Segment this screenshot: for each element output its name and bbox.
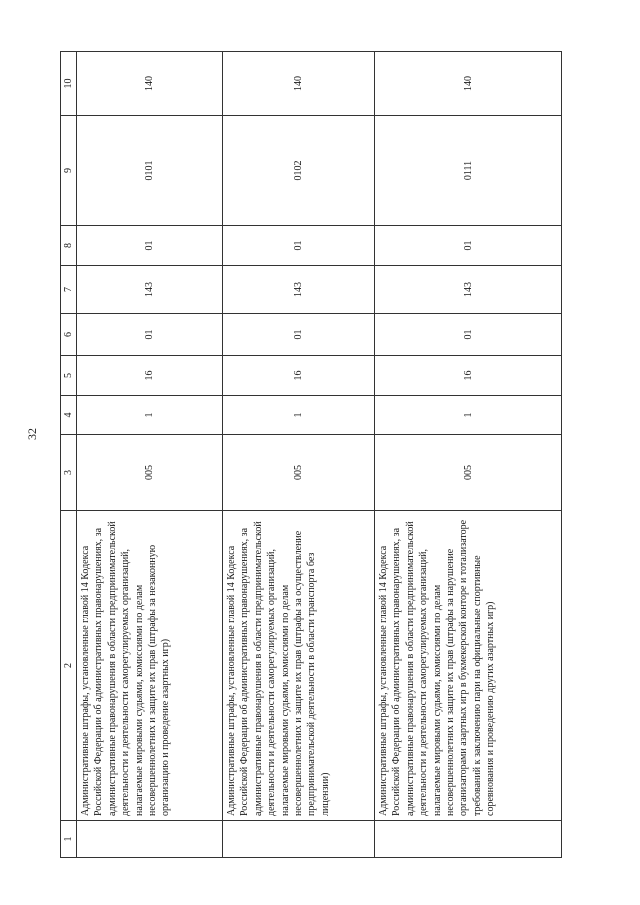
cell-article: 01 (77, 314, 223, 356)
column-header: 7 (61, 266, 77, 314)
cell-admin-code: 005 (77, 435, 223, 511)
cell-program-code: 0101 (77, 116, 223, 226)
column-header: 5 (61, 356, 77, 396)
column-header: 1 (61, 821, 77, 858)
column-header: 6 (61, 314, 77, 356)
cell-admin-code: 005 (223, 435, 375, 511)
cell-article: 01 (223, 314, 375, 356)
column-header: 2 (61, 511, 77, 821)
column-header: 10 (61, 52, 77, 116)
cell-program-code: 0111 (375, 116, 562, 226)
table-row (375, 52, 562, 858)
cell-group: 1 (375, 396, 562, 435)
header-row (61, 52, 77, 858)
cell-subgroup: 16 (223, 356, 375, 396)
cell-economic-code: 140 (77, 52, 223, 116)
cell-subgroup: 16 (375, 356, 562, 396)
cell-subarticle: 143 (223, 266, 375, 314)
cell-article: 01 (375, 314, 562, 356)
cell-admin-code: 005 (375, 435, 562, 511)
cell-group: 1 (77, 396, 223, 435)
cell-element: 01 (223, 226, 375, 266)
cell-description: Административные штрафы, установленные главой 14 Кодекса Российской Федерации об административных правонарушениях, за административные правонарушения в области предпринимательской деятельности и деятельности саморегулируемых организаций, налагаемые мировыми судьями, комиссиями по делам несовершеннолетних и защите их прав (штрафы за осуществление предпринимательской деятельности в области транспорта без лицензии) (223, 511, 375, 821)
cell-group: 1 (223, 396, 375, 435)
cell-subarticle: 143 (77, 266, 223, 314)
cell-element: 01 (375, 226, 562, 266)
revenue-code-table (60, 51, 562, 858)
column-header: 9 (61, 116, 77, 226)
column-header: 4 (61, 396, 77, 435)
cell-col1 (77, 821, 223, 858)
cell-element: 01 (77, 226, 223, 266)
cell-description: Административные штрафы, установленные главой 14 Кодекса Российской Федерации об административных правонарушениях, за административные правонарушения в области предпринимательской деятельности и деятельности саморегулируемых организаций, налагаемые мировыми судьями, комиссиями по делам несовершеннолетних и защите их прав (штрафы за нарушение организаторами азартных игр в букмекерской конторе и тотализаторе требований к заключению пари на официальные спортивные соревнования и проведению других азартных игр) (375, 511, 562, 821)
cell-subgroup: 16 (77, 356, 223, 396)
column-header: 8 (61, 226, 77, 266)
cell-program-code: 0102 (223, 116, 375, 226)
page-number: 32 (25, 428, 39, 440)
cell-subarticle: 143 (375, 266, 562, 314)
column-header: 3 (61, 435, 77, 511)
cell-col1 (223, 821, 375, 858)
cell-economic-code: 140 (223, 52, 375, 116)
cell-col1 (375, 821, 562, 858)
cell-description: Административные штрафы, установленные главой 14 Кодекса Российской Федерации об административных правонарушениях, за административные правонарушения в области предпринимательской деятельности и деятельности саморегулируемых организаций, налагаемые мировыми судьями, комиссиями по делам несовершеннолетних и защите их прав (штрафы за незаконную организацию и проведение азартных игр) (77, 511, 223, 821)
table-row (223, 52, 375, 858)
rotated-table-wrapper (60, 52, 560, 858)
cell-economic-code: 140 (375, 52, 562, 116)
table-row (77, 52, 223, 858)
